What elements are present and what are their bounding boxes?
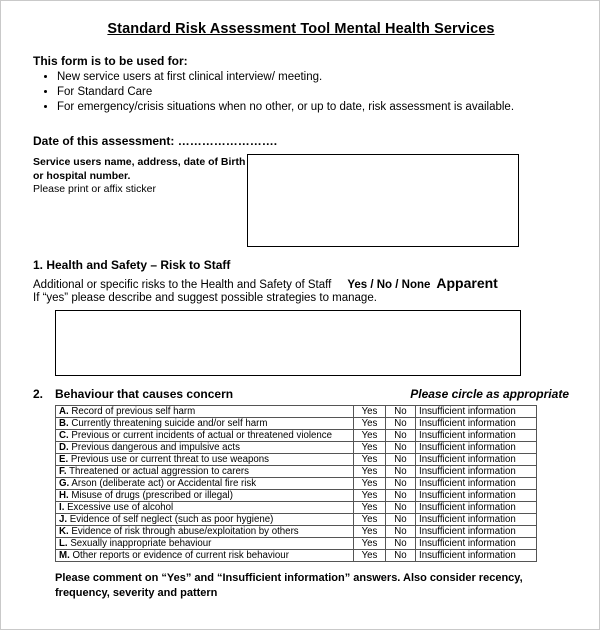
service-user-label-block (33, 154, 247, 247)
table-row (56, 490, 537, 502)
yes-cell[interactable]: Yes (354, 502, 386, 514)
page-title: Standard Risk Assessment Tool Mental Health Services (107, 21, 495, 37)
table-row (56, 430, 537, 442)
yes-cell[interactable]: Yes (354, 418, 386, 430)
insufficient-cell[interactable]: Insufficient information (416, 490, 537, 502)
behaviour-cell (56, 526, 354, 538)
usage-bullet: • New service users at first clinical interview/ meeting. (57, 71, 569, 83)
behaviour-cell (56, 502, 354, 514)
insufficient-cell[interactable]: Insufficient information (416, 526, 537, 538)
yes-cell[interactable]: Yes (354, 526, 386, 538)
section-1-options[interactable]: Yes / No / None (347, 279, 431, 291)
row-letter: F. (59, 466, 67, 477)
yes-cell[interactable]: Yes (354, 406, 386, 418)
yes-cell[interactable]: Yes (354, 466, 386, 478)
row-letter: D. (59, 442, 69, 453)
row-text: Evidence of self neglect (such as poor hygiene) (69, 514, 274, 525)
row-text: Previous or current incidents of actual or threatened violence (71, 430, 333, 441)
behaviour-cell (56, 550, 354, 562)
row-letter: J. (59, 514, 68, 525)
sticker-box[interactable] (247, 154, 519, 247)
insufficient-cell[interactable]: Insufficient information (416, 514, 537, 526)
section-1 (33, 258, 569, 376)
section-2-title: Behaviour that causes concern (55, 387, 234, 401)
section-2-heading-row (33, 387, 569, 401)
row-letter: E. (59, 454, 69, 465)
row-letter: G. (59, 478, 70, 489)
section-2-number: 2. (33, 387, 44, 401)
table-row (56, 418, 537, 430)
concern-table-body (56, 406, 537, 562)
no-cell[interactable]: No (386, 538, 416, 550)
section-1-question-row (33, 275, 569, 291)
behaviour-cell (56, 478, 354, 490)
table-row (56, 550, 537, 562)
table-row (56, 466, 537, 478)
row-text: Threatened or actual aggression to carers (69, 466, 249, 477)
circle-as-appropriate-note: Please circle as appropriate (410, 387, 569, 401)
no-cell[interactable]: No (386, 454, 416, 466)
behaviour-cell (56, 418, 354, 430)
usage-list (57, 71, 569, 113)
no-cell[interactable]: No (386, 502, 416, 514)
row-letter: A. (59, 406, 69, 417)
insufficient-cell[interactable]: Insufficient information (416, 442, 537, 454)
yes-cell[interactable]: Yes (354, 430, 386, 442)
insufficient-cell[interactable]: Insufficient information (416, 478, 537, 490)
section-1-question: Additional or specific risks to the Health and Safety of Staff (33, 279, 332, 291)
behaviour-cell (56, 538, 354, 550)
assessment-date-label: Date of this assessment: ……………………. (33, 134, 278, 148)
row-text: Misuse of drugs (prescribed or illegal) (71, 490, 233, 501)
yes-cell[interactable]: Yes (354, 538, 386, 550)
behaviour-cell (56, 514, 354, 526)
strategies-description-box[interactable] (55, 310, 521, 376)
section-2-heading (33, 387, 233, 401)
table-row (56, 406, 537, 418)
no-cell[interactable]: No (386, 442, 416, 454)
table-row (56, 478, 537, 490)
usage-bullet: • For emergency/crisis situations when no other, or up to date, risk assessment is available. (57, 101, 569, 113)
no-cell[interactable]: No (386, 526, 416, 538)
insufficient-cell[interactable]: Insufficient information (416, 502, 537, 514)
no-cell[interactable]: No (386, 466, 416, 478)
insufficient-cell[interactable]: Insufficient information (416, 454, 537, 466)
yes-cell[interactable]: Yes (354, 490, 386, 502)
usage-heading: This form is to be used for: (33, 54, 188, 68)
table-row (56, 538, 537, 550)
row-text: Previous dangerous and impulsive acts (71, 442, 240, 453)
yes-cell[interactable]: Yes (354, 454, 386, 466)
behaviour-cell (56, 430, 354, 442)
row-text: Arson (deliberate act) or Accidental fire risk (71, 478, 257, 489)
behaviour-cell (56, 442, 354, 454)
no-cell[interactable]: No (386, 550, 416, 562)
row-text: Currently threatening suicide and/or self harm (71, 418, 268, 429)
no-cell[interactable]: No (386, 490, 416, 502)
insufficient-cell[interactable]: Insufficient information (416, 418, 537, 430)
row-letter: B. (59, 418, 69, 429)
insufficient-cell[interactable]: Insufficient information (416, 550, 537, 562)
section-1-instruction: If “yes” please describe and suggest possible strategies to manage. (33, 292, 377, 304)
row-letter: K. (59, 526, 69, 537)
behaviour-cell (56, 466, 354, 478)
service-user-section (33, 154, 569, 247)
table-row (56, 514, 537, 526)
row-letter: I. (59, 502, 65, 513)
no-cell[interactable]: No (386, 418, 416, 430)
no-cell[interactable]: No (386, 406, 416, 418)
service-user-note: Please print or affix sticker (33, 183, 156, 196)
insufficient-cell[interactable]: Insufficient information (416, 406, 537, 418)
table-row (56, 442, 537, 454)
yes-cell[interactable]: Yes (354, 514, 386, 526)
table-row (56, 454, 537, 466)
insufficient-cell[interactable]: Insufficient information (416, 538, 537, 550)
row-text: Previous use or current threat to use weapons (70, 454, 270, 465)
row-letter: H. (59, 490, 69, 501)
yes-cell[interactable]: Yes (354, 442, 386, 454)
row-letter: L. (59, 538, 68, 549)
row-text: Evidence of risk through abuse/exploitation by others (71, 526, 299, 537)
no-cell[interactable]: No (386, 514, 416, 526)
service-user-label: Service users name, address, date of Birth or hospital number. (33, 156, 246, 182)
footer-comment-note: Please comment on “Yes” and “Insufficient information” answers. Also consider recency, frequency, severity and pattern (55, 572, 523, 599)
yes-cell[interactable]: Yes (354, 550, 386, 562)
row-text: Sexually inappropriate behaviour (70, 538, 212, 549)
behaviour-cell (56, 490, 354, 502)
behaviour-cell (56, 454, 354, 466)
no-cell[interactable]: No (386, 430, 416, 442)
section-1-option-apparent[interactable]: Apparent (436, 275, 498, 291)
usage-bullet: • For Standard Care (57, 86, 569, 98)
insufficient-cell[interactable]: Insufficient information (416, 466, 537, 478)
no-cell[interactable]: No (386, 478, 416, 490)
table-row (56, 502, 537, 514)
row-letter: M. (59, 550, 70, 561)
insufficient-cell[interactable]: Insufficient information (416, 430, 537, 442)
behaviour-cell (56, 406, 354, 418)
row-text: Other reports or evidence of current risk behaviour (72, 550, 289, 561)
row-text: Excessive use of alcohol (67, 502, 174, 513)
table-row (56, 526, 537, 538)
section-1-heading: 1. Health and Safety – Risk to Staff (33, 258, 231, 272)
row-letter: C. (59, 430, 69, 441)
yes-cell[interactable]: Yes (354, 478, 386, 490)
concern-table (55, 405, 537, 562)
row-text: Record of previous self harm (71, 406, 196, 417)
